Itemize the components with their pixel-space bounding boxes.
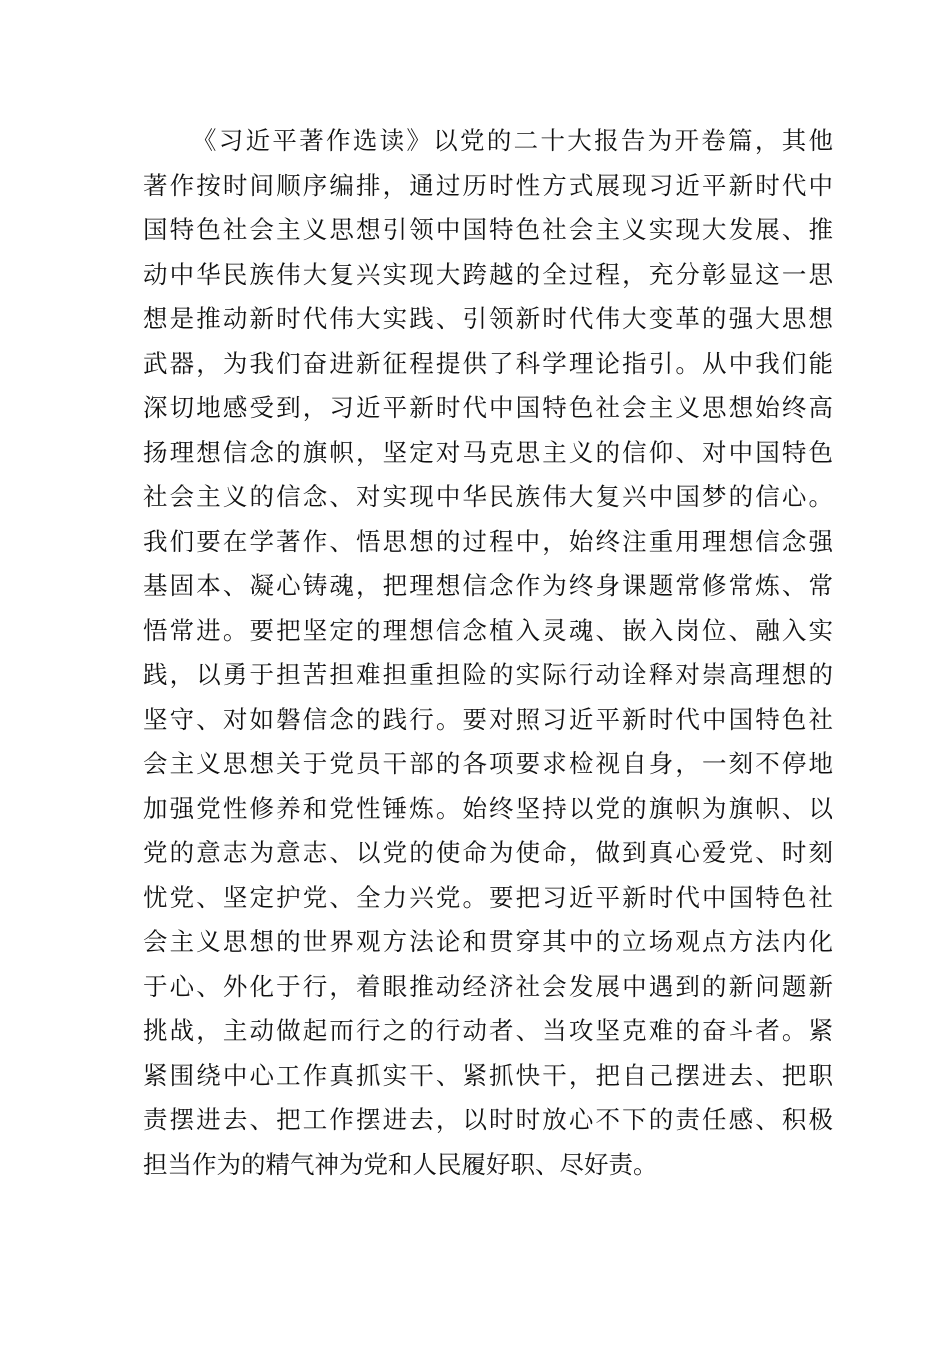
paragraph-line: 紧围绕中心工作真抓实干、紧抓快干，把自己摆进去、把职 <box>143 1060 833 1090</box>
body-paragraph <box>143 119 833 1187</box>
paragraph-line: 《习近平著作选读》以党的二十大报告为开卷篇，其他 <box>192 126 833 155</box>
paragraph-line: 基固本、凝心铸魂，把理想信念作为终身课题常修常炼、常 <box>143 571 833 600</box>
paragraph-line: 我们要在学著作、悟思想的过程中，始终注重用理想信念强 <box>143 526 833 556</box>
paragraph-line: 深切地感受到，习近平新时代中国特色社会主义思想始终高 <box>143 393 833 422</box>
paragraph-line: 社会主义的信念、对实现中华民族伟大复兴中国梦的信心。 <box>143 482 833 511</box>
paragraph-line: 责摆进去、把工作摆进去，以时时放心不下的责任感、积极 <box>143 1105 833 1134</box>
paragraph-line: 于心、外化于行，着眼推动经济社会发展中遇到的新问题新 <box>143 971 833 1001</box>
paragraph-line: 著作按时间顺序编排，通过历时性方式展现习近平新时代中 <box>143 170 833 200</box>
paragraph-line: 加强党性修养和党性锤炼。始终坚持以党的旗帜为旗帜、以 <box>143 793 833 823</box>
paragraph-line: 悟常进。要把坚定的理想信念植入灵魂、嵌入岗位、融入实 <box>143 615 833 645</box>
paragraph-line: 忧党、坚定护党、全力兴党。要把习近平新时代中国特色社 <box>143 882 833 912</box>
paragraph-line: 挑战，主动做起而行之的行动者、当攻坚克难的奋斗者。紧 <box>143 1016 833 1045</box>
paragraph-line: 武器，为我们奋进新征程提供了科学理论指引。从中我们能 <box>143 348 833 378</box>
paragraph-line: 国特色社会主义思想引领中国特色社会主义实现大发展、推 <box>143 215 833 244</box>
paragraph-line: 担当作为的精气神为党和人民履好职、尽好责。 <box>143 1149 658 1179</box>
paragraph-line: 践，以勇于担苦担难担重担险的实际行动诠释对崇高理想的 <box>143 660 833 689</box>
paragraph-line: 想是推动新时代伟大实践、引领新时代伟大变革的强大思想 <box>143 304 833 333</box>
paragraph-line: 会主义思想关于党员干部的各项要求检视自身，一刻不停地 <box>143 749 833 778</box>
paragraph-line: 坚守、对如磐信念的践行。要对照习近平新时代中国特色社 <box>143 704 833 734</box>
paragraph-line: 会主义思想的世界观方法论和贯穿其中的立场观点方法内化 <box>143 927 833 956</box>
paragraph-line: 动中华民族伟大复兴实现大跨越的全过程，充分彰显这一思 <box>143 259 833 289</box>
paragraph-line: 扬理想信念的旗帜，坚定对马克思主义的信仰、对中国特色 <box>143 437 833 467</box>
paragraph-line: 党的意志为意志、以党的使命为使命，做到真心爱党、时刻 <box>143 838 833 867</box>
